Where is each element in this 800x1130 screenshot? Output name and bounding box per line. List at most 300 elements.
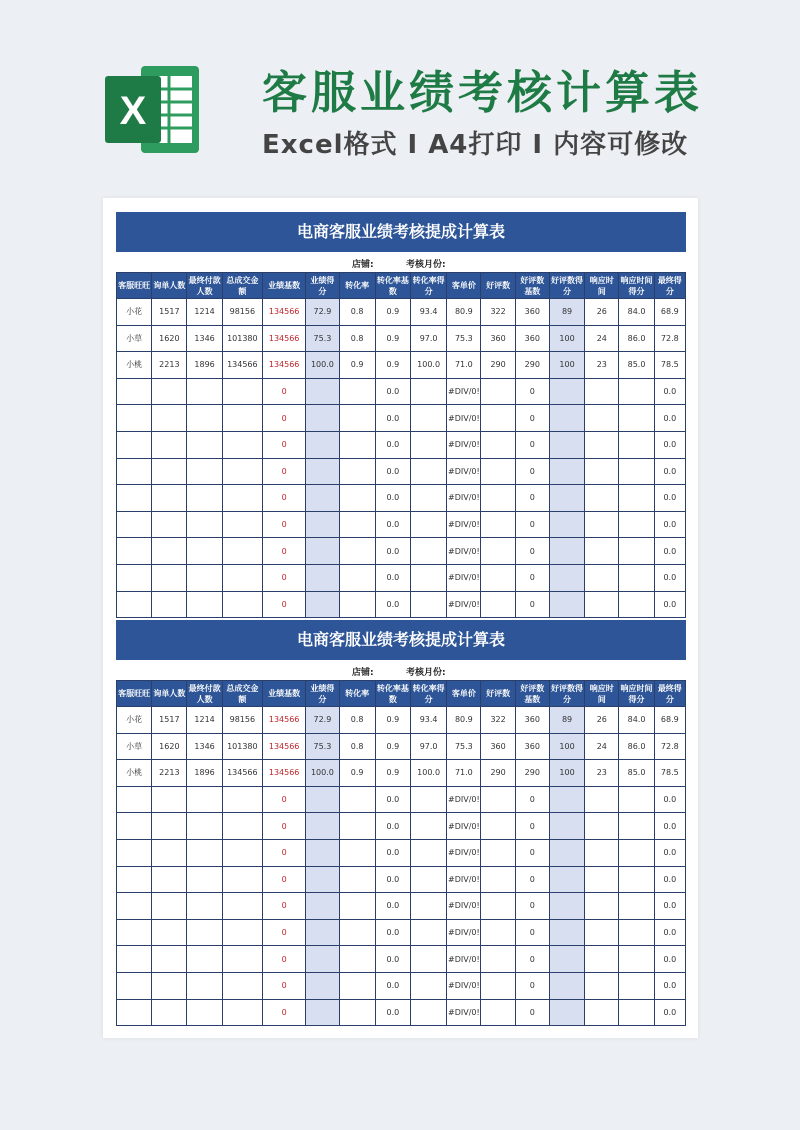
table-cell[interactable] [410,813,446,840]
table-cell[interactable]: 75.3 [306,325,339,352]
table-cell[interactable]: 1517 [152,707,187,734]
table-cell[interactable] [549,431,584,458]
table-cell[interactable] [549,405,584,432]
table-cell[interactable]: 0 [515,378,549,405]
table-cell[interactable] [152,999,187,1026]
table-cell[interactable] [117,591,152,618]
table-cell[interactable] [481,972,515,999]
table-cell[interactable] [339,866,375,893]
table-cell[interactable]: 0.9 [375,352,410,379]
table-cell[interactable] [222,813,262,840]
table-cell[interactable] [549,485,584,512]
table-cell[interactable]: 0 [515,999,549,1026]
table-cell[interactable]: 78.5 [654,352,685,379]
table-cell[interactable]: 0.0 [654,866,685,893]
table-cell[interactable] [187,786,222,813]
table-cell[interactable]: 0.0 [375,999,410,1026]
table-cell[interactable] [339,591,375,618]
table-cell[interactable] [306,972,339,999]
table-cell[interactable] [585,946,619,973]
table-cell[interactable]: 89 [549,707,584,734]
table-cell[interactable] [187,458,222,485]
table-cell[interactable]: 0.0 [375,458,410,485]
table-cell[interactable] [117,431,152,458]
table-cell[interactable] [306,919,339,946]
table-cell[interactable]: 0 [515,564,549,591]
table-cell[interactable]: 98156 [222,299,262,326]
table-cell[interactable] [152,564,187,591]
table-cell[interactable]: #DIV/0! [447,431,481,458]
table-cell[interactable]: 23 [585,352,619,379]
table-cell[interactable]: 84.0 [619,299,654,326]
table-cell[interactable] [339,972,375,999]
table-cell[interactable] [549,786,584,813]
table-cell[interactable] [410,999,446,1026]
table-cell[interactable]: 97.0 [410,325,446,352]
table-cell[interactable]: 0.0 [654,405,685,432]
table-cell[interactable]: 0.0 [654,972,685,999]
table-cell[interactable] [339,564,375,591]
table-cell[interactable] [410,378,446,405]
table-cell[interactable] [339,431,375,458]
table-cell[interactable] [481,378,515,405]
table-cell[interactable]: 1896 [187,760,222,787]
table-cell[interactable] [585,786,619,813]
table-cell[interactable]: 93.4 [410,299,446,326]
table-cell[interactable]: 0.9 [375,299,410,326]
table-cell[interactable]: 0 [262,485,305,512]
table-cell[interactable] [117,866,152,893]
table-cell[interactable] [117,564,152,591]
table-cell[interactable] [152,946,187,973]
table-cell[interactable]: #DIV/0! [447,946,481,973]
table-cell[interactable] [187,919,222,946]
table-cell[interactable] [549,591,584,618]
table-cell[interactable]: 100 [549,325,584,352]
table-cell[interactable] [222,591,262,618]
table-cell[interactable]: #DIV/0! [447,919,481,946]
table-cell[interactable] [585,538,619,565]
table-cell[interactable]: 1517 [152,299,187,326]
table-cell[interactable]: #DIV/0! [447,405,481,432]
table-cell[interactable] [410,511,446,538]
table-cell[interactable]: 290 [481,352,515,379]
table-cell[interactable] [306,485,339,512]
table-cell[interactable] [222,839,262,866]
table-cell[interactable]: 小花 [117,299,152,326]
table-cell[interactable] [410,591,446,618]
table-cell[interactable]: 小桃 [117,760,152,787]
table-cell[interactable]: 80.9 [447,707,481,734]
table-cell[interactable]: 0.0 [654,999,685,1026]
table-cell[interactable] [481,511,515,538]
table-cell[interactable] [619,431,654,458]
table-cell[interactable] [619,866,654,893]
table-cell[interactable]: 0 [262,893,305,920]
table-cell[interactable] [549,999,584,1026]
table-cell[interactable] [619,591,654,618]
table-cell[interactable] [339,919,375,946]
table-cell[interactable] [152,786,187,813]
table-cell[interactable] [339,946,375,973]
table-cell[interactable]: 134566 [262,325,305,352]
table-cell[interactable]: 75.3 [306,733,339,760]
table-cell[interactable] [117,839,152,866]
table-cell[interactable] [410,972,446,999]
table-cell[interactable]: 68.9 [654,707,685,734]
table-cell[interactable] [306,511,339,538]
table-cell[interactable] [410,485,446,512]
table-cell[interactable]: 290 [481,760,515,787]
table-cell[interactable] [619,972,654,999]
table-cell[interactable] [117,919,152,946]
table-cell[interactable] [152,458,187,485]
table-cell[interactable]: 100.0 [410,352,446,379]
table-cell[interactable]: 0 [262,458,305,485]
table-cell[interactable]: 0 [262,786,305,813]
table-cell[interactable]: 1214 [187,299,222,326]
table-cell[interactable] [339,511,375,538]
table-cell[interactable]: 134566 [222,760,262,787]
table-cell[interactable] [152,431,187,458]
table-cell[interactable]: 0 [515,893,549,920]
table-cell[interactable]: 78.5 [654,760,685,787]
table-cell[interactable] [306,538,339,565]
table-cell[interactable] [187,839,222,866]
table-cell[interactable] [187,591,222,618]
table-cell[interactable] [619,946,654,973]
table-cell[interactable]: 0.9 [339,760,375,787]
table-cell[interactable]: 1620 [152,325,187,352]
table-cell[interactable]: 71.0 [447,352,481,379]
table-cell[interactable] [585,839,619,866]
table-cell[interactable]: 0.0 [375,786,410,813]
table-cell[interactable] [481,485,515,512]
table-cell[interactable]: 0.0 [375,538,410,565]
table-cell[interactable] [306,893,339,920]
table-cell[interactable] [481,866,515,893]
table-cell[interactable] [187,431,222,458]
table-cell[interactable]: #DIV/0! [447,813,481,840]
table-cell[interactable] [619,405,654,432]
table-cell[interactable]: 0 [515,511,549,538]
table-cell[interactable]: 0.0 [654,839,685,866]
table-cell[interactable]: 100.0 [306,760,339,787]
table-cell[interactable]: 322 [481,299,515,326]
table-cell[interactable] [117,458,152,485]
table-cell[interactable]: 360 [515,733,549,760]
table-cell[interactable] [152,538,187,565]
table-cell[interactable]: 0 [515,591,549,618]
table-cell[interactable] [585,378,619,405]
table-cell[interactable]: 24 [585,325,619,352]
table-cell[interactable] [619,378,654,405]
table-cell[interactable] [152,378,187,405]
table-cell[interactable] [187,538,222,565]
table-cell[interactable] [585,511,619,538]
table-cell[interactable]: 2213 [152,760,187,787]
table-cell[interactable] [410,458,446,485]
table-cell[interactable] [152,972,187,999]
table-cell[interactable] [619,538,654,565]
table-cell[interactable]: 97.0 [410,733,446,760]
table-cell[interactable] [410,946,446,973]
table-cell[interactable]: 0 [515,813,549,840]
table-cell[interactable] [619,999,654,1026]
table-cell[interactable] [187,511,222,538]
table-cell[interactable] [339,893,375,920]
table-cell[interactable]: 0.0 [375,919,410,946]
table-cell[interactable]: 1346 [187,733,222,760]
table-cell[interactable]: 134566 [262,733,305,760]
table-cell[interactable] [410,405,446,432]
table-cell[interactable]: 0.0 [375,813,410,840]
table-cell[interactable] [117,813,152,840]
table-cell[interactable] [117,538,152,565]
table-cell[interactable]: 0.0 [654,431,685,458]
table-cell[interactable] [481,431,515,458]
table-cell[interactable]: 0 [515,405,549,432]
table-cell[interactable] [619,813,654,840]
table-cell[interactable] [222,866,262,893]
table-cell[interactable] [339,485,375,512]
table-cell[interactable]: 101380 [222,733,262,760]
table-cell[interactable] [585,813,619,840]
table-cell[interactable] [549,458,584,485]
table-cell[interactable] [339,458,375,485]
table-cell[interactable]: 100.0 [410,760,446,787]
table-cell[interactable] [152,511,187,538]
table-cell[interactable]: 26 [585,707,619,734]
table-cell[interactable]: 0 [262,813,305,840]
table-cell[interactable]: 98156 [222,707,262,734]
table-cell[interactable]: 0.0 [375,405,410,432]
table-cell[interactable] [306,786,339,813]
table-cell[interactable]: #DIV/0! [447,972,481,999]
table-cell[interactable]: 0 [262,999,305,1026]
table-cell[interactable]: 0.8 [339,707,375,734]
table-cell[interactable]: 0.0 [654,564,685,591]
table-cell[interactable]: #DIV/0! [447,786,481,813]
table-cell[interactable] [306,813,339,840]
table-cell[interactable] [549,866,584,893]
table-cell[interactable] [619,511,654,538]
table-cell[interactable] [549,972,584,999]
table-cell[interactable]: 0.9 [375,325,410,352]
table-cell[interactable] [481,564,515,591]
table-cell[interactable] [222,378,262,405]
table-cell[interactable]: 100.0 [306,352,339,379]
table-cell[interactable] [152,591,187,618]
table-cell[interactable] [549,378,584,405]
table-cell[interactable]: 0 [262,919,305,946]
table-cell[interactable] [222,893,262,920]
table-cell[interactable] [549,538,584,565]
table-cell[interactable] [306,591,339,618]
table-cell[interactable] [619,893,654,920]
table-cell[interactable] [410,866,446,893]
table-cell[interactable] [187,564,222,591]
table-cell[interactable]: 0.9 [339,352,375,379]
table-cell[interactable] [410,431,446,458]
table-cell[interactable]: 0.0 [654,946,685,973]
table-cell[interactable]: 0.0 [375,839,410,866]
table-cell[interactable] [222,946,262,973]
table-cell[interactable] [549,839,584,866]
table-cell[interactable] [585,919,619,946]
table-cell[interactable]: 0 [262,405,305,432]
table-cell[interactable]: 360 [481,733,515,760]
table-cell[interactable] [410,786,446,813]
table-cell[interactable]: 360 [515,299,549,326]
table-cell[interactable] [619,919,654,946]
table-cell[interactable]: #DIV/0! [447,458,481,485]
table-cell[interactable]: 1214 [187,707,222,734]
table-cell[interactable]: 0 [262,431,305,458]
table-cell[interactable] [549,511,584,538]
table-cell[interactable]: #DIV/0! [447,839,481,866]
table-cell[interactable] [410,919,446,946]
table-cell[interactable]: 小草 [117,733,152,760]
table-cell[interactable]: #DIV/0! [447,511,481,538]
table-cell[interactable]: 0.0 [375,485,410,512]
table-cell[interactable]: 0 [515,919,549,946]
table-cell[interactable] [481,893,515,920]
table-cell[interactable] [481,839,515,866]
table-cell[interactable]: 100 [549,352,584,379]
table-cell[interactable]: 0.9 [375,707,410,734]
table-cell[interactable] [152,866,187,893]
table-cell[interactable]: 0.0 [375,511,410,538]
table-cell[interactable] [222,405,262,432]
table-cell[interactable]: 86.0 [619,325,654,352]
table-cell[interactable] [187,378,222,405]
table-cell[interactable]: 71.0 [447,760,481,787]
table-cell[interactable]: 93.4 [410,707,446,734]
table-cell[interactable]: 134566 [262,299,305,326]
table-cell[interactable] [187,866,222,893]
table-cell[interactable]: 0 [262,538,305,565]
table-cell[interactable]: 134566 [262,760,305,787]
table-cell[interactable] [549,813,584,840]
table-cell[interactable] [549,893,584,920]
table-cell[interactable] [585,431,619,458]
table-cell[interactable]: 72.8 [654,325,685,352]
table-cell[interactable]: 0 [262,972,305,999]
table-cell[interactable] [306,946,339,973]
table-cell[interactable]: 0.0 [375,972,410,999]
table-cell[interactable] [306,458,339,485]
table-cell[interactable] [549,946,584,973]
table-cell[interactable]: 0 [515,839,549,866]
table-cell[interactable] [306,564,339,591]
table-cell[interactable] [410,893,446,920]
table-cell[interactable] [619,839,654,866]
table-cell[interactable]: 0 [262,946,305,973]
table-cell[interactable] [117,485,152,512]
table-cell[interactable]: #DIV/0! [447,999,481,1026]
table-cell[interactable]: 0.0 [654,485,685,512]
table-cell[interactable]: 86.0 [619,733,654,760]
table-cell[interactable] [549,564,584,591]
table-cell[interactable]: 360 [515,325,549,352]
table-cell[interactable] [481,999,515,1026]
table-cell[interactable] [306,431,339,458]
table-cell[interactable]: 0.0 [654,378,685,405]
table-cell[interactable]: 23 [585,760,619,787]
table-cell[interactable]: 0 [262,564,305,591]
table-cell[interactable] [222,538,262,565]
table-cell[interactable]: 72.8 [654,733,685,760]
table-cell[interactable]: 100 [549,733,584,760]
table-cell[interactable]: 0.0 [375,946,410,973]
table-cell[interactable]: 0.0 [375,591,410,618]
table-cell[interactable]: 小草 [117,325,152,352]
table-cell[interactable]: 0.0 [375,431,410,458]
table-cell[interactable]: 0.0 [654,591,685,618]
table-cell[interactable]: 26 [585,299,619,326]
table-cell[interactable]: 360 [481,325,515,352]
table-cell[interactable] [306,839,339,866]
table-cell[interactable]: #DIV/0! [447,538,481,565]
table-cell[interactable]: #DIV/0! [447,591,481,618]
table-cell[interactable]: 0.0 [375,866,410,893]
table-cell[interactable] [306,999,339,1026]
table-cell[interactable] [187,893,222,920]
table-cell[interactable] [585,458,619,485]
table-cell[interactable]: 0.0 [654,893,685,920]
table-cell[interactable]: 0.8 [339,325,375,352]
table-cell[interactable]: 0 [515,458,549,485]
table-cell[interactable] [117,999,152,1026]
table-cell[interactable] [222,564,262,591]
table-cell[interactable] [339,405,375,432]
table-cell[interactable] [585,485,619,512]
table-cell[interactable] [410,839,446,866]
table-cell[interactable] [222,511,262,538]
table-cell[interactable]: 0 [262,839,305,866]
table-cell[interactable] [117,378,152,405]
table-cell[interactable]: 0 [515,538,549,565]
table-cell[interactable] [222,458,262,485]
table-cell[interactable]: 75.3 [447,325,481,352]
table-cell[interactable]: 0 [262,866,305,893]
table-cell[interactable] [187,813,222,840]
table-cell[interactable] [339,813,375,840]
table-cell[interactable]: 0.9 [375,760,410,787]
table-cell[interactable] [585,893,619,920]
table-cell[interactable] [481,591,515,618]
table-cell[interactable] [585,866,619,893]
table-cell[interactable] [152,813,187,840]
table-cell[interactable]: 0.0 [654,813,685,840]
table-cell[interactable]: 322 [481,707,515,734]
table-cell[interactable] [339,999,375,1026]
table-cell[interactable]: 72.9 [306,707,339,734]
table-cell[interactable] [222,972,262,999]
table-cell[interactable]: 2213 [152,352,187,379]
table-cell[interactable] [152,405,187,432]
table-cell[interactable] [549,919,584,946]
table-cell[interactable] [481,538,515,565]
table-cell[interactable] [481,786,515,813]
table-cell[interactable]: 0.0 [375,564,410,591]
table-cell[interactable] [187,972,222,999]
table-cell[interactable] [152,485,187,512]
table-cell[interactable]: 75.3 [447,733,481,760]
table-cell[interactable] [117,946,152,973]
table-cell[interactable] [410,538,446,565]
